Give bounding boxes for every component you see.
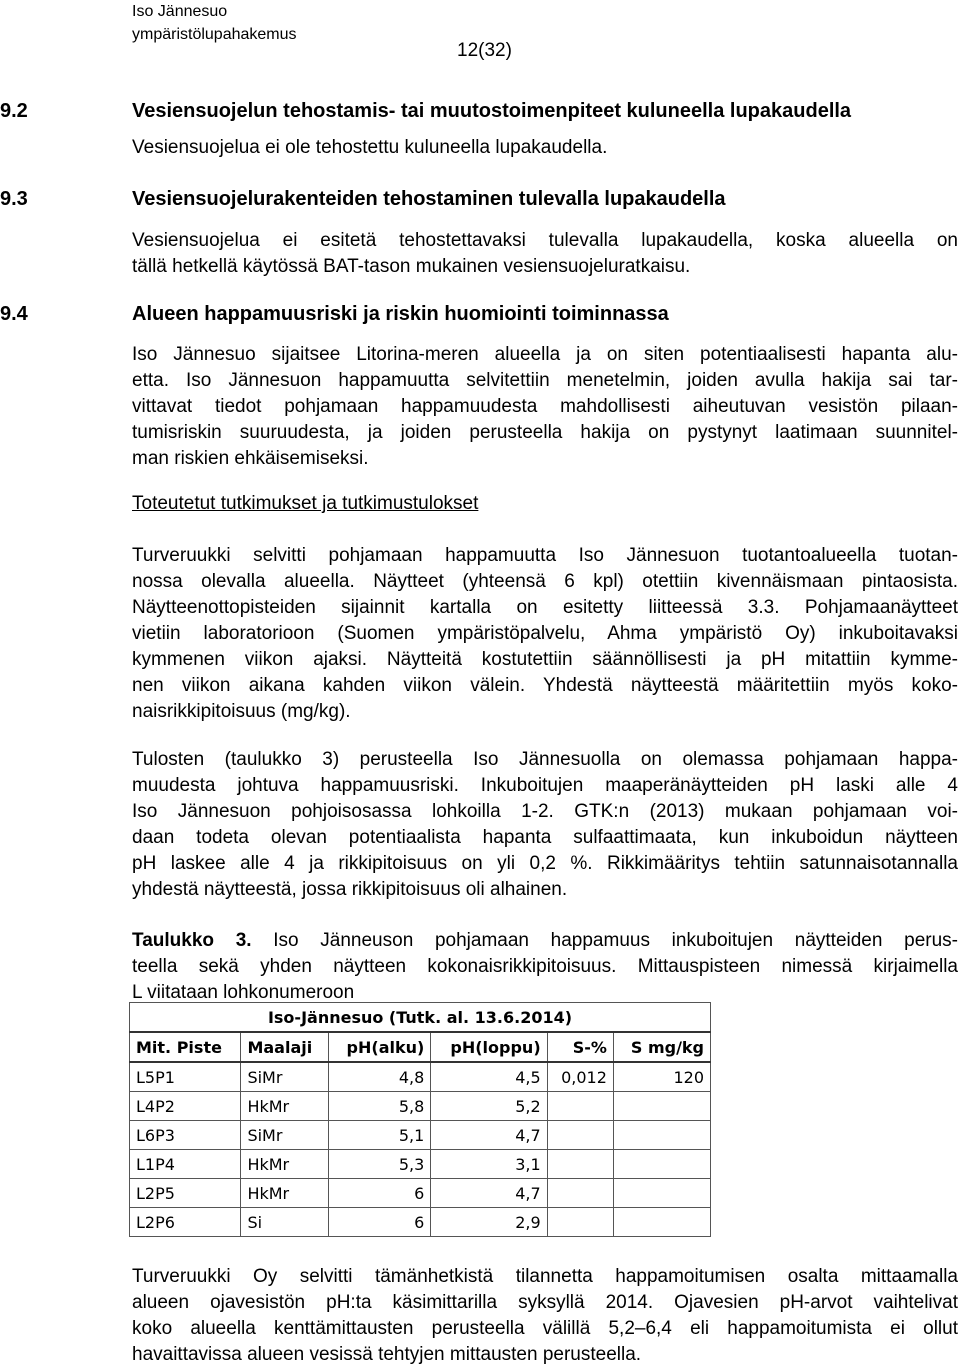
table-row xyxy=(130,1150,711,1179)
table-cell: 5,3 xyxy=(329,1150,431,1179)
table-cell xyxy=(613,1092,710,1121)
subheading-studies: Toteutetut tutkimukset ja tutkimustulokset xyxy=(132,493,479,514)
table-cell xyxy=(547,1208,613,1237)
page-number: 12(32) xyxy=(457,40,512,61)
column-header: S-% xyxy=(547,1032,613,1062)
table-cell: L2P5 xyxy=(130,1179,241,1208)
paragraph-line: muudesta johtuva happamuusriski. Inkuboitujen maaperänäytteiden pH laski alle 4 xyxy=(132,775,958,796)
paragraph-line: Iso Jännesuon pohjoisosassa lohkoilla 1-2. GTK:n (2013) mukaan pohjamaan voi- xyxy=(132,801,958,822)
paragraph-line: Iso Jännesuo sijaitsee Litorina-meren alueella ja on siten potentiaalisesti hapanta alu- xyxy=(132,344,958,365)
table-cell: L6P3 xyxy=(130,1121,241,1150)
table-cell: 3,1 xyxy=(431,1150,547,1179)
table-cell xyxy=(613,1121,710,1150)
heading-9-3-number: 9.3 xyxy=(0,188,28,210)
table-row xyxy=(130,1179,711,1208)
table-caption xyxy=(132,928,958,1006)
paragraph-line: tällä hetkellä käytössä BAT-tason mukainen vesiensuojeluratkaisu. xyxy=(132,256,691,277)
heading-9-4-number: 9.4 xyxy=(0,303,28,325)
paragraph-line: tumisriskin suuruudesta, ja joiden perusteella hakija on pystynyt laatimaan suunnitel- xyxy=(132,422,958,443)
table-cell: 5,2 xyxy=(431,1092,547,1121)
document-header xyxy=(132,0,297,46)
paragraph-line: nossa olevalla alueella. Näytteet (yhteensä 6 kpl) otettiin kivennäismaan pintaosista. xyxy=(132,571,958,592)
heading-9-4 xyxy=(0,302,669,326)
paragraph-line: vietiin laboratorioon (Suomen ympäristöpalvelu, Ahma ympäristö Oy) inkuboitavaksi xyxy=(132,623,958,644)
table-row xyxy=(130,1208,711,1237)
section-9-2-body: Vesiensuojelua ei ole tehostettu kuluneella lupakaudella. xyxy=(132,137,608,158)
paragraph-line: nen viikon aikana kahden viikon välein. Yhdestä näytteestä määritettiin myös koko- xyxy=(132,675,958,696)
table-cell xyxy=(613,1208,710,1237)
caption-text: Iso Jänneuson pohjamaan happamuus inkuboitujen näytteiden perus- xyxy=(251,930,958,951)
column-header: Mit. Piste xyxy=(130,1032,241,1062)
table-row xyxy=(130,1092,711,1121)
paragraph-line: yhdestä näytteestä, jossa rikkipitoisuus oli alhainen. xyxy=(132,879,568,900)
table-cell: L4P2 xyxy=(130,1092,241,1121)
column-header: S mg/kg xyxy=(613,1032,710,1062)
table-cell xyxy=(547,1179,613,1208)
header-title: Iso Jännesuo xyxy=(132,3,228,20)
table-header-row xyxy=(130,1032,711,1062)
paragraph-line: etta. Iso Jännesuon happamuutta selvitettiin menetelmin, joiden avulla hakija sai tar- xyxy=(132,370,958,391)
column-header: pH(loppu) xyxy=(431,1032,547,1062)
paragraph-line: kymmenen viikon ajaksi. Näytteitä kostutettiin säännöllisesti ja pH mitattiin kymme- xyxy=(132,649,958,670)
heading-9-4-title: Alueen happamuusriski ja riskin huomiointi toiminnassa xyxy=(132,303,669,325)
table-cell: L2P6 xyxy=(130,1208,241,1237)
table-cell: 5,8 xyxy=(329,1092,431,1121)
heading-9-3 xyxy=(0,187,726,211)
paragraph-line: pH laskee alle 4 ja rikkipitoisuus on yli 0,2 %. Rikkimääritys tehtiin satunnaisotannalla xyxy=(132,853,958,874)
table-cell: L1P4 xyxy=(130,1150,241,1179)
table-title: Iso-Jännesuo (Tutk. al. 13.6.2014) xyxy=(130,1003,711,1033)
table-cell: HkMr xyxy=(241,1179,329,1208)
heading-9-2-title: Vesiensuojelun tehostamis- tai muutostoimenpiteet kuluneella lupakaudella xyxy=(132,100,852,122)
caption-line: L viitataan lohkonumeroon xyxy=(132,982,355,1003)
table-cell xyxy=(547,1121,613,1150)
paragraph-line: naisrikkipitoisuus (mg/kg). xyxy=(132,701,351,722)
table-cell: 6 xyxy=(329,1208,431,1237)
table-cell xyxy=(613,1179,710,1208)
table-cell: 4,8 xyxy=(329,1062,431,1092)
table-cell: L5P1 xyxy=(130,1062,241,1092)
heading-9-2-number: 9.2 xyxy=(0,100,28,122)
column-header: pH(alku) xyxy=(329,1032,431,1062)
table-cell: 4,5 xyxy=(431,1062,547,1092)
table-cell xyxy=(547,1150,613,1179)
table-cell: 4,7 xyxy=(431,1179,547,1208)
table-cell: HkMr xyxy=(241,1092,329,1121)
paragraph-line: Näytteenottopisteiden sijainnit kartalla on esitetty liitteessä 3.3. Pohjamaanäytteet xyxy=(132,597,958,618)
table-row xyxy=(130,1121,711,1150)
paragraph-line: alueen ojavesistön pH:ta käsimittarilla syksyllä 2014. Ojavesien pH-arvot vaihtelivat xyxy=(132,1292,958,1313)
section-9-3-body xyxy=(132,228,958,280)
paragraph-results xyxy=(132,747,958,903)
table-cell: HkMr xyxy=(241,1150,329,1179)
paragraph-line: Tulosten (taulukko 3) perusteella Iso Jännesuolla on olemassa pohjamaan happa- xyxy=(132,749,958,770)
section-9-4-body xyxy=(132,342,958,472)
table-cell: 4,7 xyxy=(431,1121,547,1150)
table-cell: 5,1 xyxy=(329,1121,431,1150)
table-cell xyxy=(613,1150,710,1179)
caption-line: teella sekä yhden näytteen kokonaisrikkipitoisuus. Mittauspisteen nimessä kirjaimella xyxy=(132,956,958,977)
paragraph-line: vittavat tiedot pohjamaan happamuudesta mahdollisesti aiheutuvan vesistön pilaan- xyxy=(132,396,958,417)
table-cell xyxy=(547,1092,613,1121)
paragraph-field-measurements xyxy=(132,1264,958,1368)
header-subtitle: ympäristölupahakemus xyxy=(132,26,297,43)
paragraph-line: Turveruukki selvitti pohjamaan happamuutta Iso Jännesuon tuotantoalueella tuotan- xyxy=(132,545,958,566)
paragraph-line: Turveruukki Oy selvitti tämänhetkistä tilannetta happamoitumisen osalta mittaamalla xyxy=(132,1266,958,1287)
heading-9-2 xyxy=(0,99,852,123)
paragraph-line: man riskien ehkäisemiseksi. xyxy=(132,448,369,469)
table-cell: 6 xyxy=(329,1179,431,1208)
results-table xyxy=(129,1002,711,1237)
table-cell: 2,9 xyxy=(431,1208,547,1237)
paragraph-line: Vesiensuojelua ei esitetä tehostettavaksi tulevalla lupakaudella, koska alueella on xyxy=(132,230,958,251)
table-cell: Si xyxy=(241,1208,329,1237)
table-cell: SiMr xyxy=(241,1121,329,1150)
table-cell: SiMr xyxy=(241,1062,329,1092)
paragraph-line: daan todeta olevan potentiaalista hapanta sulfaattimaata, kun inkuboidun näytteen xyxy=(132,827,958,848)
heading-9-3-title: Vesiensuojelurakenteiden tehostaminen tulevalla lupakaudella xyxy=(132,188,726,210)
caption-first-line xyxy=(132,928,958,954)
table-row xyxy=(130,1062,711,1092)
table-cell: 120 xyxy=(613,1062,710,1092)
caption-label: Taulukko 3. xyxy=(132,930,252,951)
table-title-row xyxy=(130,1003,711,1033)
paragraph-line: koko alueella kenttämittausten perusteella välillä 5,2–6,4 eli happamoitumista ei ollut xyxy=(132,1318,958,1339)
table-cell: 0,012 xyxy=(547,1062,613,1092)
paragraph-studies xyxy=(132,543,958,725)
paragraph-line: havaittavissa alueen vesissä tehtyjen mittausten perusteella. xyxy=(132,1344,642,1365)
column-header: Maalaji xyxy=(241,1032,329,1062)
